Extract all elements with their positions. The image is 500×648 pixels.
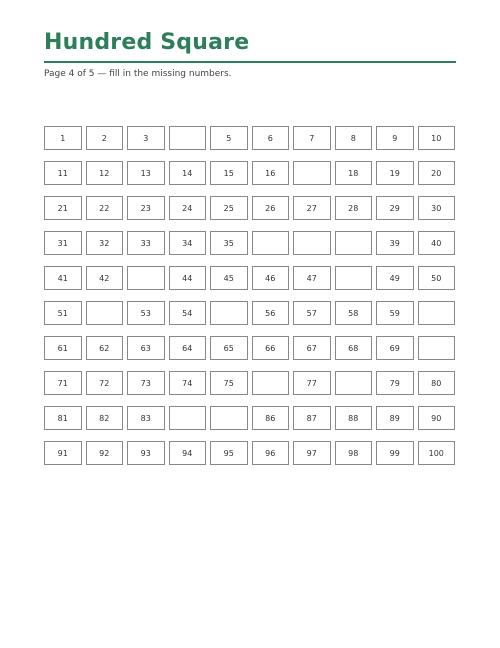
number-cell: 12 xyxy=(86,161,124,185)
number-cell: 19 xyxy=(376,161,414,185)
number-cell: 86 xyxy=(252,406,290,430)
number-cell: 15 xyxy=(210,161,248,185)
number-cell: 20 xyxy=(418,161,456,185)
number-cell: 75 xyxy=(210,371,248,395)
number-cell: 63 xyxy=(127,336,165,360)
number-cell: 56 xyxy=(252,301,290,325)
title-underline xyxy=(44,61,456,63)
number-cell: 71 xyxy=(44,371,82,395)
number-cell: 77 xyxy=(293,371,331,395)
number-cell: 18 xyxy=(335,161,373,185)
blank-number-cell[interactable] xyxy=(293,161,331,185)
instructions: Page 4 of 5 — fill in the missing numbers. xyxy=(44,69,232,79)
number-cell: 28 xyxy=(335,196,373,220)
blank-number-cell[interactable] xyxy=(127,266,165,290)
number-cell: 42 xyxy=(86,266,124,290)
number-cell: 80 xyxy=(418,371,456,395)
number-cell: 88 xyxy=(335,406,373,430)
grid-row xyxy=(44,266,455,290)
grid-row xyxy=(44,301,455,325)
number-cell: 59 xyxy=(376,301,414,325)
number-cell: 90 xyxy=(418,406,456,430)
number-cell: 87 xyxy=(293,406,331,430)
number-cell: 89 xyxy=(376,406,414,430)
number-cell: 16 xyxy=(252,161,290,185)
blank-number-cell[interactable] xyxy=(252,231,290,255)
number-cell: 93 xyxy=(127,441,165,465)
number-cell: 23 xyxy=(127,196,165,220)
number-cell: 39 xyxy=(376,231,414,255)
blank-number-cell[interactable] xyxy=(293,231,331,255)
blank-number-cell[interactable] xyxy=(335,266,373,290)
number-cell: 69 xyxy=(376,336,414,360)
number-cell: 24 xyxy=(169,196,207,220)
blank-number-cell[interactable] xyxy=(252,371,290,395)
number-cell: 53 xyxy=(127,301,165,325)
number-cell: 64 xyxy=(169,336,207,360)
number-cell: 30 xyxy=(418,196,456,220)
number-cell: 92 xyxy=(86,441,124,465)
number-cell: 58 xyxy=(335,301,373,325)
number-cell: 100 xyxy=(418,441,456,465)
number-cell: 67 xyxy=(293,336,331,360)
number-cell: 98 xyxy=(335,441,373,465)
number-cell: 49 xyxy=(376,266,414,290)
number-cell: 97 xyxy=(293,441,331,465)
grid-row xyxy=(44,161,455,185)
number-cell: 68 xyxy=(335,336,373,360)
number-cell: 34 xyxy=(169,231,207,255)
grid-row xyxy=(44,196,455,220)
grid-row xyxy=(44,406,455,430)
blank-number-cell[interactable] xyxy=(335,231,373,255)
number-cell: 21 xyxy=(44,196,82,220)
number-cell: 65 xyxy=(210,336,248,360)
number-cell: 25 xyxy=(210,196,248,220)
grid-row xyxy=(44,371,455,395)
number-cell: 73 xyxy=(127,371,165,395)
number-cell: 96 xyxy=(252,441,290,465)
number-cell: 47 xyxy=(293,266,331,290)
number-cell: 45 xyxy=(210,266,248,290)
number-cell: 72 xyxy=(86,371,124,395)
number-cell: 74 xyxy=(169,371,207,395)
number-cell: 57 xyxy=(293,301,331,325)
grid-row xyxy=(44,126,455,150)
number-cell: 22 xyxy=(86,196,124,220)
number-cell: 35 xyxy=(210,231,248,255)
blank-number-cell[interactable] xyxy=(169,126,207,150)
number-cell: 61 xyxy=(44,336,82,360)
number-cell: 8 xyxy=(335,126,373,150)
number-cell: 82 xyxy=(86,406,124,430)
number-cell: 10 xyxy=(418,126,456,150)
blank-number-cell[interactable] xyxy=(210,406,248,430)
hundred-square-grid xyxy=(44,126,455,476)
number-cell: 50 xyxy=(418,266,456,290)
number-cell: 44 xyxy=(169,266,207,290)
number-cell: 46 xyxy=(252,266,290,290)
number-cell: 5 xyxy=(210,126,248,150)
blank-number-cell[interactable] xyxy=(169,406,207,430)
blank-number-cell[interactable] xyxy=(210,301,248,325)
number-cell: 54 xyxy=(169,301,207,325)
number-cell: 51 xyxy=(44,301,82,325)
grid-row xyxy=(44,336,455,360)
number-cell: 13 xyxy=(127,161,165,185)
number-cell: 79 xyxy=(376,371,414,395)
blank-number-cell[interactable] xyxy=(418,301,456,325)
number-cell: 26 xyxy=(252,196,290,220)
number-cell: 83 xyxy=(127,406,165,430)
grid-row xyxy=(44,231,455,255)
number-cell: 2 xyxy=(86,126,124,150)
number-cell: 41 xyxy=(44,266,82,290)
blank-number-cell[interactable] xyxy=(418,336,456,360)
blank-number-cell[interactable] xyxy=(86,301,124,325)
number-cell: 95 xyxy=(210,441,248,465)
number-cell: 29 xyxy=(376,196,414,220)
number-cell: 14 xyxy=(169,161,207,185)
number-cell: 94 xyxy=(169,441,207,465)
number-cell: 91 xyxy=(44,441,82,465)
number-cell: 6 xyxy=(252,126,290,150)
number-cell: 40 xyxy=(418,231,456,255)
number-cell: 81 xyxy=(44,406,82,430)
number-cell: 27 xyxy=(293,196,331,220)
number-cell: 99 xyxy=(376,441,414,465)
number-cell: 32 xyxy=(86,231,124,255)
number-cell: 31 xyxy=(44,231,82,255)
page-title: Hundred Square xyxy=(44,30,250,55)
number-cell: 62 xyxy=(86,336,124,360)
number-cell: 3 xyxy=(127,126,165,150)
number-cell: 1 xyxy=(44,126,82,150)
number-cell: 66 xyxy=(252,336,290,360)
blank-number-cell[interactable] xyxy=(335,371,373,395)
grid-row xyxy=(44,441,455,465)
number-cell: 33 xyxy=(127,231,165,255)
number-cell: 11 xyxy=(44,161,82,185)
number-cell: 7 xyxy=(293,126,331,150)
number-cell: 9 xyxy=(376,126,414,150)
